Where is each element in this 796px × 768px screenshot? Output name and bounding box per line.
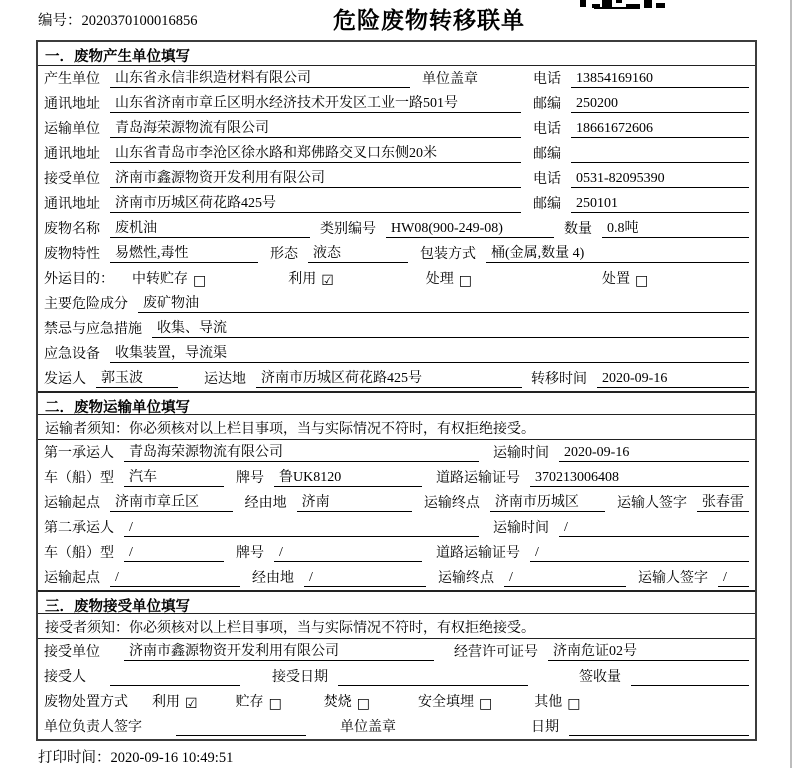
responsible-signature-value <box>176 719 306 736</box>
quantity-value: 0.8吨 <box>602 217 749 238</box>
phone-label: 电话 <box>533 122 561 137</box>
transport-time-label: 运输时间 <box>493 446 549 461</box>
destination-value: 济南市历城区荷花路425号 <box>256 367 522 388</box>
category-code-label: 类别编号 <box>320 222 376 237</box>
checkbox-label: 处理 <box>425 272 454 287</box>
via-label: 经由地 <box>252 571 294 586</box>
receiving-unit-value: 济南市鑫源物资开发利用有限公司 <box>124 640 434 661</box>
table-row-dispatch <box>38 366 755 391</box>
table-row-emergency-equipment <box>38 341 755 366</box>
form-state-value: 液态 <box>308 242 408 263</box>
checkbox-icon: □ <box>458 273 473 289</box>
checkbox-disposal-landfill <box>418 691 492 711</box>
transporter-notice: 运输者须知：你必须核对以上栏目事项，当与实际情况不符时，有权拒绝接受。 <box>38 415 755 440</box>
print-time-value: 2020-09-16 10:49:51 <box>110 750 234 766</box>
producer-address-value: 山东省济南市章丘区明水经济技术开发区工业一路501号 <box>110 92 521 113</box>
checkbox-label: 焚烧 <box>323 695 352 710</box>
checkbox-disposal-utilize <box>152 691 198 711</box>
transport-time2-value: / <box>559 520 749 537</box>
business-license-label: 经营许可证号 <box>454 645 538 660</box>
producer-name-value: 山东省永信非织造材料有限公司 <box>110 67 410 88</box>
receiver-address-value: 济南市历城区荷花路425号 <box>110 192 521 213</box>
field-label: 接受人 <box>44 670 86 685</box>
destination-label: 运达地 <box>204 372 246 387</box>
unit-stamp-label: 单位盖章 <box>422 72 478 87</box>
field-label: 废物特性 <box>44 247 100 262</box>
unit-stamp-label: 单位盖章 <box>340 720 396 735</box>
checkbox-icon: □ <box>268 696 282 712</box>
checkbox-icon: ☑ <box>185 696 198 712</box>
table-row-acceptance <box>38 664 755 689</box>
table-row-disposal-method <box>38 689 755 714</box>
field-label: 单位负责人签字 <box>44 720 142 735</box>
table-row-vehicle1 <box>38 465 755 490</box>
first-carrier-value: 青岛海荣源物流有限公司 <box>124 441 479 462</box>
table-row-vehicle2 <box>38 540 755 565</box>
form-state-label: 形态 <box>270 247 298 262</box>
field-label: 通讯地址 <box>44 147 100 162</box>
transport-time-value: 2020-09-16 <box>559 445 749 462</box>
receiver-notice: 接受者须知：你必须核对以上栏目事项，当与实际情况不符时，有权拒绝接受。 <box>38 614 755 639</box>
plate-label: 牌号 <box>236 471 264 486</box>
plate2-value: / <box>274 545 422 562</box>
checkbox-dispose <box>602 268 648 288</box>
receiver-postcode-value: 250101 <box>571 196 749 213</box>
checkbox-icon: □ <box>635 273 649 289</box>
field-label: 发运人 <box>44 372 86 387</box>
table-row-transfer-purpose <box>38 266 755 291</box>
table-row-responsible-signature <box>38 714 755 739</box>
checkbox-treat <box>426 268 472 288</box>
route-start-value: 济南市章丘区 <box>110 491 233 512</box>
table-row-transporter-address <box>38 141 755 166</box>
checkbox-icon: ☑ <box>321 273 334 289</box>
checkbox-label: 其他 <box>534 695 563 710</box>
postcode-label: 邮编 <box>533 97 561 112</box>
checkbox-label: 利用 <box>288 272 317 287</box>
plate-value: 鲁UK8120 <box>274 466 422 487</box>
table-row-waste-character <box>38 241 755 266</box>
phone-label: 电话 <box>533 172 561 187</box>
checkbox-label: 利用 <box>152 695 180 710</box>
route-end-label: 运输终点 <box>438 571 494 586</box>
print-time-label: 打印时间： <box>38 750 111 766</box>
section3-header: 三．废物接受单位填写 <box>38 590 755 614</box>
plate-label: 牌号 <box>236 546 264 561</box>
transporter-name-value: 青岛海荣源物流有限公司 <box>110 117 521 138</box>
route-end2-value: / <box>504 570 626 587</box>
via2-value: / <box>304 570 426 587</box>
route-start2-value: / <box>110 570 240 587</box>
receiver-phone-value: 0531-82095390 <box>571 171 749 188</box>
carrier-signature-value: 张春雷 <box>697 491 749 512</box>
postcode-label: 邮编 <box>533 147 561 162</box>
checkbox-label: 中转贮存 <box>132 272 188 287</box>
accept-date-value <box>338 669 528 686</box>
table-row-producer-address <box>38 91 755 116</box>
qr-code-fragment <box>580 0 665 9</box>
table-row-route1 <box>38 490 755 515</box>
field-label: 通讯地址 <box>44 197 100 212</box>
dispatcher-name-value: 郭玉波 <box>96 367 178 388</box>
field-label: 运输单位 <box>44 122 100 137</box>
field-label: 产生单位 <box>44 72 100 87</box>
checkbox-label: 安全填埋 <box>418 695 475 710</box>
checkbox-disposal-storage <box>236 691 282 711</box>
emergency-measures-value: 收集、导流 <box>152 317 749 338</box>
field-label: 运输起点 <box>44 571 100 586</box>
checkbox-transit-storage <box>132 268 206 288</box>
field-label: 接受单位 <box>44 645 100 660</box>
table-row-transporter <box>38 116 755 141</box>
via-label: 经由地 <box>244 496 287 511</box>
table-row-receiving-unit <box>38 639 755 664</box>
checkbox-icon: □ <box>479 696 493 712</box>
transfer-time-value: 2020-09-16 <box>597 371 749 388</box>
field-label: 禁忌与应急措施 <box>44 322 142 337</box>
checkbox-icon: □ <box>193 273 207 289</box>
table-row-receiver-address <box>38 191 755 216</box>
field-label: 车（船）型 <box>44 546 114 561</box>
table-row-second-carrier <box>38 515 755 540</box>
field-label: 第二承运人 <box>44 521 114 536</box>
checkbox-label: 处置 <box>602 272 631 287</box>
field-label: 车（船）型 <box>44 471 114 486</box>
table-row-route2 <box>38 565 755 590</box>
serial-number <box>38 9 198 30</box>
table-row-hazard-component <box>38 291 755 316</box>
field-label: 应急设备 <box>44 347 100 362</box>
route-end-value: 济南市历城区 <box>490 491 605 512</box>
transporter-address-value: 山东省青岛市李沧区徐水路和郑佛路交叉口东侧20米 <box>110 142 521 163</box>
section2-header: 二．废物运输单位填写 <box>38 391 755 415</box>
field-label: 运输起点 <box>44 496 100 511</box>
transfer-form-table <box>36 40 757 741</box>
serial-label: 编号： <box>38 13 82 29</box>
serial-value: 2020370100016856 <box>81 13 198 29</box>
transporter-postcode-value <box>571 146 749 163</box>
checkbox-disposal-other <box>534 691 580 711</box>
transporter-phone-value: 18661672606 <box>571 121 749 138</box>
producer-phone-value: 13854169160 <box>571 71 749 88</box>
field-label: 废物处置方式 <box>44 695 128 710</box>
signed-quantity-label: 签收量 <box>579 670 621 685</box>
road-license-label: 道路运输证号 <box>436 471 520 486</box>
field-label: 主要危险成分 <box>44 297 128 312</box>
table-row-first-carrier <box>38 440 755 465</box>
business-license-value: 济南危证02号 <box>548 640 749 661</box>
page-title: 危险废物转移联单 <box>333 8 525 33</box>
emergency-equipment-value: 收集装置，导流渠 <box>110 342 749 363</box>
producer-postcode-value: 250200 <box>571 96 749 113</box>
carrier-signature-label: 运输人签字 <box>616 496 687 511</box>
transfer-time-label: 转移时间 <box>531 372 587 387</box>
section1-header: 一．废物产生单位填写 <box>38 42 755 66</box>
hazard-component-value: 废矿物油 <box>138 292 749 313</box>
window-edge-divider <box>790 0 792 768</box>
packaging-value: 桶(金属,数量 4) <box>486 242 749 263</box>
checkbox-icon: □ <box>356 696 371 712</box>
checkbox-icon: □ <box>567 696 581 712</box>
via-value: 济南 <box>297 491 412 512</box>
second-carrier-value: / <box>124 520 479 537</box>
category-code-value: HW08(900-249-08) <box>386 221 554 238</box>
field-label: 接受单位 <box>44 172 100 187</box>
carrier-signature2-value: / <box>718 570 749 587</box>
print-timestamp <box>38 746 233 767</box>
date-value <box>569 719 749 736</box>
transport-time-label: 运输时间 <box>493 521 549 536</box>
waste-character-value: 易燃性,毒性 <box>110 242 258 263</box>
table-row-emergency-measures <box>38 316 755 341</box>
receiver-name-value: 济南市鑫源物资开发利用有限公司 <box>110 167 521 188</box>
checkbox-label: 贮存 <box>235 695 264 710</box>
road-license2-value: / <box>530 545 749 562</box>
checkbox-utilize <box>288 268 334 288</box>
accept-date-label: 接受日期 <box>272 670 328 685</box>
field-label: 废物名称 <box>44 222 100 237</box>
quantity-label: 数量 <box>564 222 592 237</box>
field-label: 通讯地址 <box>44 97 100 112</box>
date-label: 日期 <box>531 720 559 735</box>
field-label: 外运目的： <box>44 272 114 287</box>
vehicle-type2-value: / <box>124 545 224 562</box>
table-row-producer <box>38 66 755 91</box>
table-row-waste-name <box>38 216 755 241</box>
road-license-value: 370213006408 <box>530 470 749 487</box>
packaging-label: 包装方式 <box>420 247 476 262</box>
table-row-receiver <box>38 166 755 191</box>
acceptor-value <box>110 669 240 686</box>
road-license-label: 道路运输证号 <box>436 546 520 561</box>
vehicle-type-value: 汽车 <box>124 466 224 487</box>
route-end-label: 运输终点 <box>423 496 480 511</box>
phone-label: 电话 <box>533 72 561 87</box>
checkbox-disposal-incinerate <box>324 691 370 711</box>
carrier-signature-label: 运输人签字 <box>638 571 708 586</box>
waste-name-value: 废机油 <box>110 217 310 238</box>
postcode-label: 邮编 <box>533 197 561 212</box>
signed-quantity-value <box>631 669 749 686</box>
field-label: 第一承运人 <box>44 446 114 461</box>
